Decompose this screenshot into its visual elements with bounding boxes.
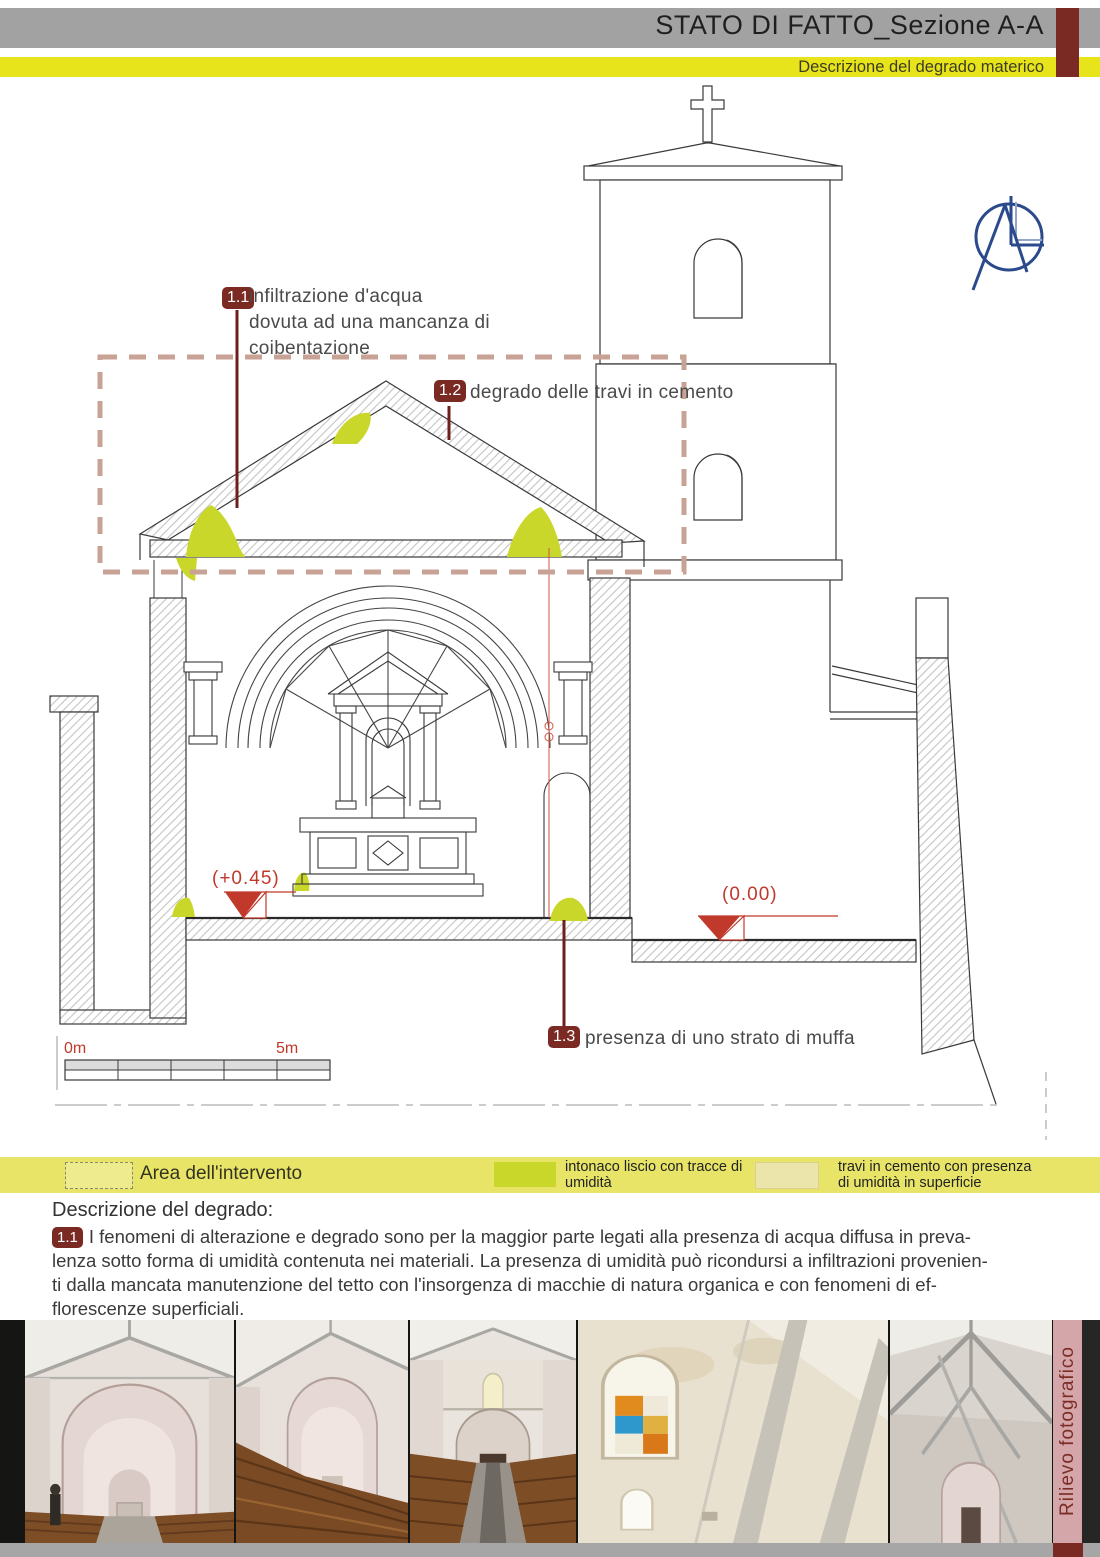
page-title: STATO DI FATTO_Sezione A-A [655,10,1044,40]
description-paragraph: 1.1 I fenomeni di alterazione e degrado sono per la maggior parte legati alla presenza di acqua diffusa in preva- lenza sotto forma di umidità contenuta nei materiali. La presenza di umidità può ricondursi a infiltrazioni provenien- ti dalla mancata manutenzione del tetto con l'insorgenza di macchie di natura organica e con fenomeni di ef- florescenze superficiali. [52,1226,988,1319]
level-ground: (0.00) [722,884,778,905]
scale-bar [65,1060,330,1080]
ground-lines [55,1036,1046,1140]
photo-strip [0,1320,1100,1543]
right-floor-slab [632,940,916,962]
annotation-1-3 [548,1026,580,1048]
right-outer-wall [916,658,974,1054]
altar-table [300,818,476,832]
scale-start: 0m [64,1040,87,1057]
legend-label-intervention: Area dell'intervento [140,1163,303,1184]
altar-aedicule [293,652,590,918]
dimension-line [545,548,553,918]
level-altar: (+0.45) [212,868,280,889]
annotation-1-2-text: degrado delle travi in cemento [470,382,734,403]
annotation-1-2 [434,380,466,402]
legend-swatch-intervention [65,1162,133,1189]
side-niche [544,773,590,918]
photo-window-wall [578,1320,888,1543]
footer-bar [0,1543,1100,1557]
nave-left-wall [150,598,186,1018]
legend-band [0,1157,1100,1193]
description-heading: Descrizione del degrado: [52,1199,274,1221]
annotation-badge-1-3: 1.3 [548,1026,580,1048]
annotation-1-1-text: infiltrazione d'acqua dovuta ad una mancanza di coibentazione [249,286,490,359]
belfry-window-lower [694,454,742,520]
page-subtitle: Descrizione del degrado materico [798,58,1044,76]
photo-strip-sidebar [1053,1320,1082,1543]
photo-nave-toward-altar [25,1320,234,1543]
legend-swatch-damp-beams [755,1162,819,1189]
photo-nave-with-pews [236,1320,408,1543]
cross [691,86,724,142]
legend-label-damp-beams: travi in cemento con presenza di umidità in superficie [838,1159,1032,1191]
annotation-badge-1-1: 1.1 [222,287,254,309]
left-annex-wall [60,712,94,1012]
apse-arch [226,586,550,748]
nave-right-wall [590,578,630,940]
scale-end: 5m [276,1040,299,1057]
belfry-window-upper [694,239,742,318]
photo-roof-beams [890,1320,1052,1543]
legend-label-damp-plaster: intonaco liscio con tracce di umidità [565,1159,743,1191]
annotation-badge-1-2: 1.2 [434,380,466,402]
footer-accent-block [1053,1543,1083,1557]
legend-swatch-damp-plaster [494,1162,556,1187]
description-badge: 1.1 [52,1227,83,1248]
photo-center-aisle [410,1320,576,1543]
annotation-1-3-text: presenza di uno strato di muffa [585,1028,855,1049]
photo-strip-label: Rilievo fotografico [1056,1346,1078,1517]
photo-strip-right-edge [1082,1320,1100,1543]
